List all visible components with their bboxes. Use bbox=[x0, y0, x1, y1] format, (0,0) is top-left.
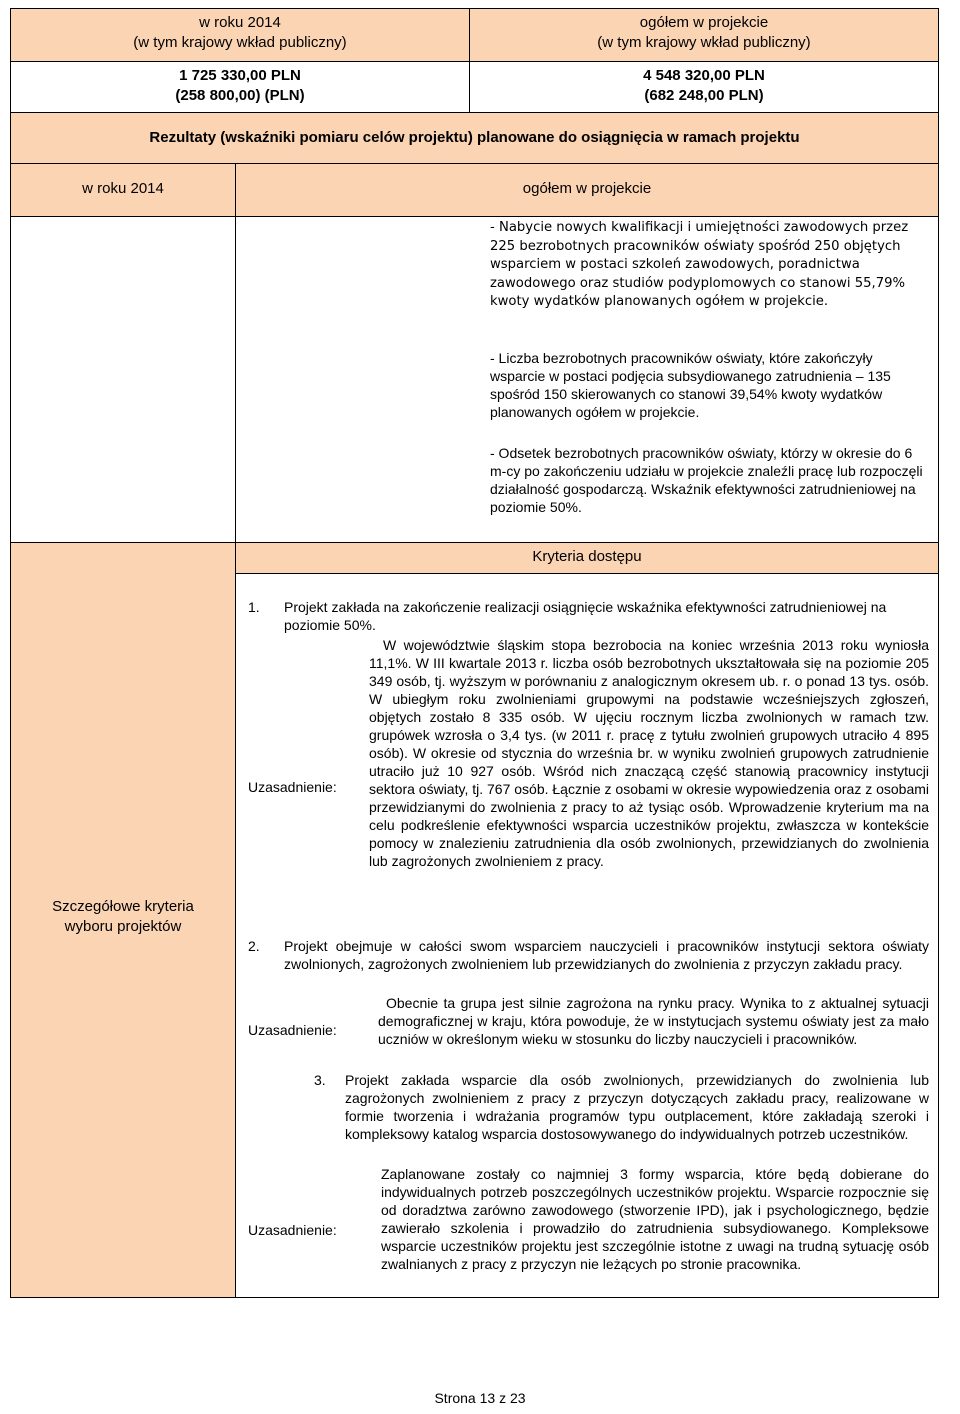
criterion-3-text: Projekt zakłada wsparcie dla osób zwolnionych, przewidzianych do zwolnienia lub zagrożonych zwolnieniem z pracy z przyczyn dotyczących zakładu pracy, realizowane w formie tworzenia i wdrażania programów typu outplacement, które zakładają szeroki i kompleksowy katalog wsparcia dostosowywanego do indywidualnych potrzeb uczestników. bbox=[345, 1072, 929, 1142]
grid-h5 bbox=[10, 542, 939, 543]
justification-2-label: Uzasadnienie: bbox=[248, 1022, 337, 1038]
grid-h2 bbox=[10, 112, 939, 113]
result-item-2: - Liczba bezrobotnych pracowników oświaty, które zakończyły wsparcie w postaci podjęcia subsydiowanego zatrudnienia – 135 spośród 150 skierowanych co stanowi 39,54% kwoty wydatków planowanych ogółem w projekcie. bbox=[490, 350, 891, 420]
budget-total-value: 4 548 320,00 PLN (682 248,00 PLN) bbox=[643, 67, 765, 104]
justification-2-text: Obecnie ta grupa jest silnie zagrożona na rynku pracy. Wynika to z aktualnej sytuacji demograficznej w kraju, która powoduje, że w instytucjach systemu oświaty jest za mało uczniów w określonym wieku w stosunku do liczby nauczycieli i pracowników. bbox=[378, 995, 929, 1047]
justification-1-label: Uzasadnienie: bbox=[248, 779, 337, 795]
criterion-3-number: 3. bbox=[314, 1072, 326, 1088]
budget-total-header: ogółem w projekcie (w tym krajowy wkład publiczny) bbox=[470, 9, 938, 61]
criterion-2-text: Projekt obejmuje w całości swom wsparciem nauczycieli i pracowników instytucji sektora oświaty zwolnionych, zagrożonych zwolnieniem lub przewidzianych do zwolnienia z przyczyn zakładu pracy. bbox=[284, 938, 929, 972]
grid-h6 bbox=[235, 573, 939, 574]
criterion-1-text: Projekt zakłada na zakończenie realizacji osiągnięcie wskaźnika efektywności zatrudnieniowej na poziomie 50%. bbox=[284, 599, 887, 633]
results-title: Rezultaty (wskaźniki pomiaru celów projektu) planowane do osiągnięcia w ramach projektu bbox=[11, 113, 938, 163]
results-col-year: w roku 2014 bbox=[11, 164, 235, 216]
results-year-cell bbox=[11, 217, 235, 542]
justification-3-text: Zaplanowane zostały co najmniej 3 formy wsparcia, które będą dobierane do indywidualnych potrzeb poszczególnych uczestników projektu. Wsparcie rozpocznie się od doradztwa zarówno zawodowego (stworzenie IPD), jak i psychologicznego, będzie zawierało szkolenia i prowadziło do zatrudnienia subsydiowanego. Kompleksowe wsparcie uczestników projektu jest szczególnie istotne z uwagi na trudną sytuację osób zwalnianych z pracy z przyczyn nie leżących po stronie pracownika. bbox=[381, 1166, 929, 1272]
grid-h1 bbox=[10, 61, 939, 62]
criterion-1-number: 1. bbox=[248, 599, 260, 615]
result-item-1: - Nabycie nowych kwalifikacji i umiejętności zawodowych przez 225 bezrobotnych pracowników oświaty spośród 250 objętych wsparciem w postaci szkoleń zawodowych, poradnictwa zawodowego oraz studiów podyplomowych co stanowi 55,79% kwoty wydatków planowanych ogółem w projekcie. bbox=[490, 220, 909, 309]
justification-1-text: W województwie śląskim stopa bezrobocia na koniec września 2013 roku wyniosła 11,1%. W III kwartale 2013 r. liczba osób bezrobotnych ukształtowała się na poziomie 205 349 osób, tj. wyższym w porównaniu z analogicznym okresem ub. r. o ponad 13 tys. osób. W ubiegłym roku zwolnieniami grupowymi na podstawie wcześniejszych zgłoszeń, objętych zostało 8 335 osób. W ujęciu rocznym liczba zwolnionych w ramach tzw. grupówek wzrosła o 3,4 tys. (w 2011 r. pracę z tytułu zwolnień grupowych utraciło 4 895 osób). W okresie od stycznia do września br. w wyniku zwolnień grupowych zatrudnienie utraciło już 10 927 osób. Wśród nich znaczącą część stanowią pracownicy instytucji sektora oświaty, tj. 767 osób. Łącznie z osobami w okresie wypowiedzenia oraz z osobami przewidzianymi do zwolnienia z pracy to aż tysiąc osób. Wprowadzenie kryterium ma na celu podkreślenie efektywności wsparcia uczestników projektu, zwłaszcza w kontekście pomocy w znalezieniu zatrudnienia dla osób zwolnionych, przewidzianych do zwolnienia lub zagrożonych zwolnieniem z pracy. bbox=[369, 637, 930, 869]
result-item-3: - Odsetek bezrobotnych pracowników oświaty, którzy w okresie do 6 m-cy po zakończeniu udziału w projekcie znaleźli pracę lub rozpoczęli działalność gospodarczą. Wskaźnik efektywności zatrudnieniowej na poziomie 50%. bbox=[490, 445, 923, 515]
budget-year-value: 1 725 330,00 PLN (258 800,00) (PLN) bbox=[175, 67, 305, 104]
grid-h4 bbox=[10, 216, 939, 217]
justification-3-label: Uzasadnienie: bbox=[248, 1222, 337, 1238]
grid-v-results bbox=[235, 164, 236, 542]
criterion-2-number: 2. bbox=[248, 938, 260, 954]
specific-criteria-label: Szczegółowe kryteria wyboru projektów bbox=[11, 543, 235, 1297]
budget-year-header: w roku 2014 (w tym krajowy wkład publiczny) bbox=[11, 9, 469, 61]
page-number: Strona 13 z 23 bbox=[434, 1390, 526, 1406]
grid-v-criteria bbox=[235, 543, 236, 1297]
access-criteria-header: Kryteria dostępu bbox=[236, 543, 938, 573]
grid-h3 bbox=[10, 163, 939, 164]
results-col-total: ogółem w projekcie bbox=[236, 164, 938, 216]
